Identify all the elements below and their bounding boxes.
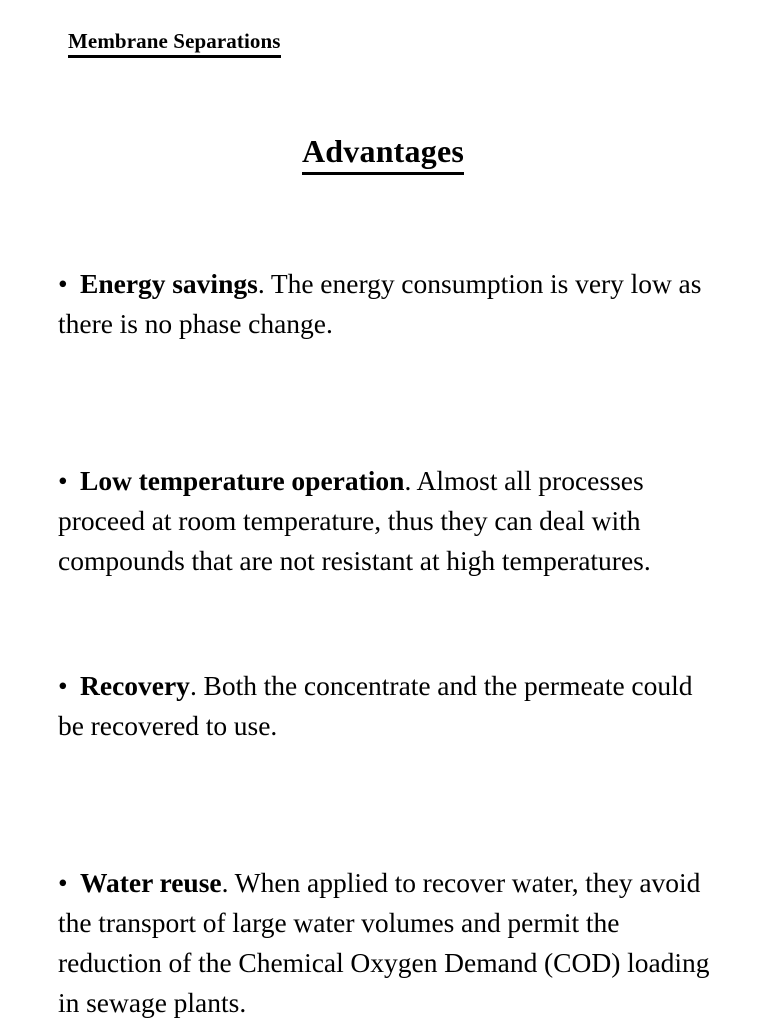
bullet-marker-icon: • [58,669,68,701]
bullet-lead-label: Low temperature operation [80,464,405,496]
title-underline-rule [302,172,464,175]
slide-title-text: Advantages [301,133,464,169]
bullet-item-recovery [58,666,710,746]
slide-running-header [68,29,281,58]
bullet-lead-label: Water reuse [80,866,222,898]
slide-running-header-text: Membrane Separations [68,29,281,53]
bullet-body-text: . Both the concentrate and the permeate could be recovered to use. [58,669,693,741]
bullet-marker-icon: • [58,464,68,496]
bullet-item-water-reuse [58,863,710,1023]
bullet-body-text: . When applied to recover water, they avoid the transport of large water volumes and permit the reduction of the Chemical Oxygen Demand (COD) loading in sewage plants. [58,866,710,1018]
bullet-list [58,236,710,1024]
bullet-marker-icon: • [58,267,68,299]
bullet-spacer [58,371,710,433]
bullet-marker-icon: • [58,866,68,898]
slide-title-text-wrap [302,134,464,175]
bullet-body-text: . Almost all processes proceed at room temperature, thus they can deal with compounds that are not resistant at high temperatures. [58,464,651,576]
bullet-item-low-temperature-operation [58,461,710,581]
bullet-spacer [58,773,710,835]
bullet-spacer [58,608,710,638]
header-underline-rule [68,55,281,58]
bullet-body-text: . The energy consumption is very low as there is no phase change. [58,267,702,339]
slide-title [0,134,766,175]
bullet-lead-label: Energy savings [80,267,258,299]
bullet-lead-label: Recovery [80,669,190,701]
bullet-item-energy-savings [58,264,710,344]
